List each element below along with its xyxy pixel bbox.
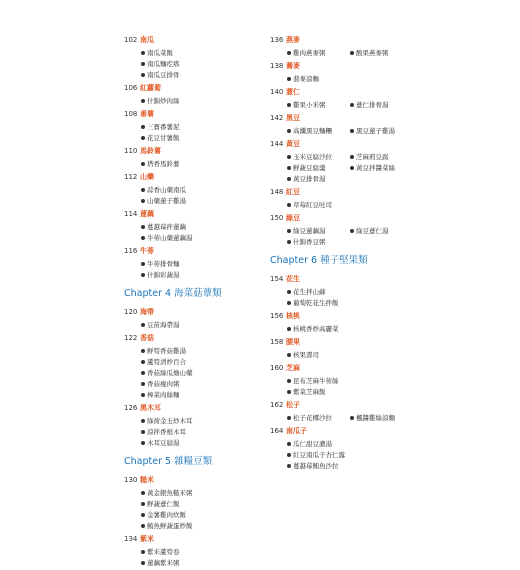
recipe-label: 蔓越莓鮪魚沙拉 (293, 462, 339, 470)
recipe-item (141, 319, 204, 330)
recipe-item (350, 125, 413, 136)
recipe-label: 涼拌香根木耳 (147, 428, 186, 436)
page-number: 134 (124, 534, 138, 543)
page-number: 126 (124, 403, 138, 412)
recipe-list (270, 47, 420, 58)
page-number: 110 (124, 146, 138, 155)
recipe-list (270, 151, 420, 184)
bullet-icon (287, 203, 291, 207)
bullet-icon (287, 301, 291, 305)
recipe-item (350, 225, 413, 236)
toc-entry (124, 34, 264, 45)
recipe-label: 雞果小米粥 (293, 101, 326, 109)
recipe-item (350, 162, 413, 173)
category-title: 黑豆 (286, 113, 300, 122)
recipe-label: 南瓜豆排骨 (147, 71, 180, 79)
recipe-label: 蒜香山藥南瓜 (147, 186, 186, 194)
toc-entry (270, 112, 420, 123)
page-number: 150 (270, 213, 284, 222)
bullet-icon (287, 129, 291, 133)
recipe-item (287, 162, 350, 173)
bullet-icon (287, 229, 291, 233)
recipe-item (141, 47, 204, 58)
recipe-item (350, 151, 413, 162)
recipe-label: 葡萄乾花生拌飯 (293, 299, 339, 307)
recipe-list (124, 95, 264, 106)
bullet-icon (287, 464, 291, 468)
recipe-list (124, 319, 264, 330)
bullet-icon (141, 62, 145, 66)
recipe-label: 鮪魚鮮蔬蛋炒飯 (147, 522, 193, 530)
category-title: 核桃 (286, 311, 300, 320)
toc-entry (270, 212, 420, 223)
recipe-label: 黃金銀魚糙米粥 (147, 489, 193, 497)
recipe-label: 鮮蔬薏仁飯 (147, 500, 180, 508)
page-number: 144 (270, 139, 284, 148)
recipe-item (141, 356, 204, 367)
toc-entry (270, 425, 420, 436)
recipe-label: 黃豆排骨湯 (293, 175, 326, 183)
bullet-icon (287, 77, 291, 81)
bullet-icon (141, 371, 145, 375)
recipe-item (287, 125, 350, 136)
recipe-label: 什錦香豆粥 (293, 238, 326, 246)
right-groups-a (270, 34, 420, 247)
toc-entry (270, 336, 420, 347)
recipe-label: 南瓜麵疙瘩 (147, 60, 180, 68)
category-title: 蕎麥 (286, 61, 300, 70)
recipe-label: 什錦彩蔬湯 (147, 271, 180, 279)
right-groups-b (270, 273, 420, 471)
bullet-icon (141, 73, 145, 77)
bullet-icon (141, 162, 145, 166)
left-groups-a (124, 34, 264, 280)
chapter-5-heading: Chapter 5 雜糧豆類 (124, 456, 213, 467)
toc-entry (270, 60, 420, 71)
page-number: 114 (124, 209, 138, 218)
bullet-icon (287, 51, 291, 55)
recipe-item (287, 225, 350, 236)
bullet-icon (287, 166, 291, 170)
toc-entry (124, 171, 264, 182)
bullet-icon (141, 51, 145, 55)
recipe-label: 什錦炒肉絲 (147, 97, 180, 105)
page-number: 112 (124, 172, 138, 181)
recipe-item (287, 412, 350, 423)
bullet-icon (141, 513, 145, 517)
page-number: 102 (124, 35, 138, 44)
recipe-item (141, 389, 204, 400)
bullet-icon (141, 273, 145, 277)
recipe-list (124, 258, 264, 280)
recipe-list (124, 121, 264, 143)
bullet-icon (141, 349, 145, 353)
toc-entry (124, 402, 264, 413)
bullet-icon (141, 393, 145, 397)
page-number: 140 (270, 87, 284, 96)
category-title: 南瓜 (140, 35, 154, 44)
recipe-item (141, 132, 204, 143)
toc-entry (124, 82, 264, 93)
category-title: 燕麥 (286, 35, 300, 44)
bullet-icon (287, 390, 291, 394)
recipe-label: 綠荷金玉炒木耳 (147, 417, 193, 425)
recipe-label: 松子花椰沙拉 (293, 414, 332, 422)
recipe-label: 蘆筍清炒百合 (147, 358, 186, 366)
bullet-icon (141, 236, 145, 240)
bullet-icon (141, 441, 145, 445)
left-groups-b (124, 306, 264, 448)
bullet-icon (141, 502, 145, 506)
recipe-item (350, 47, 413, 58)
recipe-label: 木耳豆腐湯 (147, 439, 180, 447)
recipe-list (124, 158, 264, 169)
recipe-item (141, 345, 204, 356)
recipe-label: 牛蒡排骨麵 (147, 260, 180, 268)
page-number: 158 (270, 337, 284, 346)
recipe-item (287, 449, 361, 460)
recipe-label: 花豆甘薯飯 (147, 134, 180, 142)
category-title: 牛蒡 (140, 246, 154, 255)
recipe-item (141, 195, 204, 206)
bullet-icon (141, 199, 145, 203)
bullet-icon (350, 155, 354, 159)
recipe-list (270, 349, 420, 360)
category-title: 香菇 (140, 333, 154, 342)
recipe-item (287, 151, 350, 162)
toc-entry (270, 362, 420, 373)
category-title: 綠豆 (286, 213, 300, 222)
recipe-list (124, 184, 264, 206)
page-number: 160 (270, 363, 284, 372)
recipe-label: 香菇瘦肉粥 (147, 380, 180, 388)
recipe-item (141, 557, 204, 568)
recipe-item (287, 99, 350, 110)
recipe-label: 高纖黑豆麵糰 (293, 127, 332, 135)
recipe-label: 紅豆南瓜子杏仁露 (293, 451, 345, 459)
recipe-item (141, 487, 215, 498)
recipe-item (141, 415, 215, 426)
recipe-label: 芝麻煎豆腐 (356, 153, 389, 161)
recipe-list (124, 345, 264, 400)
bullet-icon (287, 453, 291, 457)
page-number: 162 (270, 400, 284, 409)
recipe-item (141, 58, 204, 69)
bullet-icon (141, 382, 145, 386)
toc-entry (270, 186, 420, 197)
toc-entry (124, 245, 264, 256)
toc-entry (270, 273, 420, 284)
left-groups-c (124, 474, 264, 568)
toc-entry (270, 138, 420, 149)
recipe-label: 蓮藕紫米粥 (147, 559, 180, 567)
recipe-label: 花生拌山蘇 (293, 288, 326, 296)
bullet-icon (287, 290, 291, 294)
category-title: 芝麻 (286, 363, 300, 372)
recipe-label: 鮮筍香菇雞湯 (147, 347, 186, 355)
recipe-item (287, 236, 350, 247)
recipe-label: 昆布芝麻牛蒡絲 (293, 377, 339, 385)
recipe-list (270, 375, 420, 397)
category-title: 糙米 (140, 475, 154, 484)
toc-entry (124, 474, 264, 485)
page-number: 116 (124, 246, 138, 255)
category-title: 南瓜子 (286, 426, 307, 435)
recipe-item (287, 460, 361, 471)
recipe-label: 金薯雞肉炊飯 (147, 511, 186, 519)
page-number: 108 (124, 109, 138, 118)
bullet-icon (141, 524, 145, 528)
recipe-label: 綠豆薏仁湯 (356, 227, 389, 235)
recipe-list (270, 225, 420, 247)
recipe-item (287, 73, 350, 84)
bullet-icon (350, 103, 354, 107)
toc-entry (124, 208, 264, 219)
recipe-item (141, 69, 204, 80)
recipe-item (287, 173, 350, 184)
category-title: 紫米 (140, 534, 154, 543)
page-number: 122 (124, 333, 138, 342)
recipe-label: 山藥蓮子雞湯 (147, 197, 186, 205)
bullet-icon (287, 353, 291, 357)
recipe-list (270, 438, 420, 471)
recipe-item (287, 286, 350, 297)
recipe-label: 南瓜菜飯 (147, 49, 173, 57)
bullet-icon (141, 99, 145, 103)
recipe-list (270, 125, 420, 136)
category-title: 黃豆 (286, 139, 300, 148)
category-title: 馬鈴薯 (140, 146, 161, 155)
bullet-icon (141, 360, 145, 364)
recipe-item (141, 184, 204, 195)
bullet-icon (141, 323, 145, 327)
bullet-icon (350, 166, 354, 170)
recipe-label: 三寶番薯泥 (147, 123, 180, 131)
bullet-icon (141, 188, 145, 192)
bullet-icon (141, 419, 145, 423)
page-number: 142 (270, 113, 284, 122)
category-title: 紅豆 (286, 187, 300, 196)
recipe-item (287, 386, 350, 397)
recipe-item (141, 158, 204, 169)
recipe-label: 鮮蔬豆腐羹 (293, 164, 326, 172)
bullet-icon (350, 51, 354, 55)
recipe-list (270, 286, 420, 308)
page-number: 148 (270, 187, 284, 196)
recipe-item (141, 121, 204, 132)
recipe-item (141, 232, 215, 243)
recipe-label: 酸果燕麥粥 (356, 49, 389, 57)
recipe-label: 黃豆拌醬菜絲 (356, 164, 395, 172)
toc-entry (124, 108, 264, 119)
recipe-item (141, 520, 215, 531)
recipe-label: 塔香馬鈴薯 (147, 160, 180, 168)
recipe-list (124, 415, 264, 448)
page-number: 106 (124, 83, 138, 92)
recipe-item (141, 221, 204, 232)
recipe-label: 香菇絲瓜燴山藥 (147, 369, 193, 377)
bullet-icon (141, 561, 145, 565)
bullet-icon (141, 262, 145, 266)
recipe-label: 楓醬雞絲涼麵 (356, 414, 395, 422)
bullet-icon (287, 379, 291, 383)
toc-entry (124, 332, 264, 343)
recipe-list (124, 487, 264, 531)
recipe-label: 核果壽司 (293, 351, 319, 359)
page-number: 138 (270, 61, 284, 70)
category-title: 海帶 (140, 307, 154, 316)
recipe-list (124, 221, 264, 243)
left-column (124, 34, 264, 570)
recipe-label: 紫菜芝麻飯 (293, 388, 326, 396)
recipe-list (270, 199, 420, 210)
recipe-item (141, 367, 215, 378)
page-number: 154 (270, 274, 284, 283)
recipe-list (270, 99, 420, 110)
toc-entry (124, 145, 264, 156)
bullet-icon (287, 103, 291, 107)
page-number: 156 (270, 311, 284, 320)
bullet-icon (141, 136, 145, 140)
category-title: 番薯 (140, 109, 154, 118)
recipe-list (124, 546, 264, 568)
chapter-4-heading: Chapter 4 海菜菇蕈類 (124, 288, 222, 299)
category-title: 黑木耳 (140, 403, 161, 412)
category-title: 薏仁 (286, 87, 300, 96)
recipe-item (287, 323, 361, 334)
recipe-list (270, 412, 420, 423)
recipe-item (141, 378, 204, 389)
toc-entry (270, 86, 420, 97)
recipe-item (287, 297, 361, 308)
recipe-item (287, 375, 361, 386)
bullet-icon (287, 416, 291, 420)
toc-entry (270, 310, 420, 321)
recipe-item (141, 258, 204, 269)
bullet-icon (287, 177, 291, 181)
bullet-icon (287, 240, 291, 244)
recipe-label: 紫米蘆筍卷 (147, 548, 180, 556)
recipe-item (141, 95, 204, 106)
recipe-label: 雞肉燕麥粥 (293, 49, 326, 57)
page-number: 130 (124, 475, 138, 484)
bullet-icon (141, 125, 145, 129)
toc-entry (124, 306, 264, 317)
recipe-item (141, 269, 204, 280)
bullet-icon (141, 491, 145, 495)
page-number: 164 (270, 426, 284, 435)
recipe-label: 棒菜肉絲麵 (147, 391, 180, 399)
recipe-label: 蕎麥涼麵 (293, 75, 319, 83)
recipe-item (287, 438, 350, 449)
page-number: 136 (270, 35, 284, 44)
bullet-icon (350, 229, 354, 233)
bullet-icon (350, 129, 354, 133)
recipe-label: 蔓越莓拌蓮藕 (147, 223, 186, 231)
recipe-item (287, 47, 350, 58)
bullet-icon (287, 442, 291, 446)
category-title: 腰果 (286, 337, 300, 346)
recipe-item (141, 546, 204, 557)
category-title: 紅蘿蔔 (140, 83, 161, 92)
recipe-item (287, 349, 350, 360)
recipe-label: 薏仁排骨湯 (356, 101, 389, 109)
recipe-item (350, 412, 413, 423)
recipe-list (270, 73, 420, 84)
bullet-icon (141, 225, 145, 229)
bullet-icon (287, 327, 291, 331)
category-title: 山藥 (140, 172, 154, 181)
recipe-list (124, 47, 264, 80)
recipe-label: 綠豆蓮藕湯 (293, 227, 326, 235)
bullet-icon (287, 155, 291, 159)
recipe-label: 黑豆蓮子雞湯 (356, 127, 395, 135)
recipe-item (141, 426, 204, 437)
recipe-item (141, 509, 204, 520)
recipe-label: 玉米豆腐沙拉 (293, 153, 332, 161)
toc-entry (124, 533, 264, 544)
recipe-list (270, 323, 420, 334)
recipe-item (287, 199, 350, 210)
chapter-6-heading: Chapter 6 種子堅果類 (270, 255, 368, 266)
recipe-item (141, 437, 204, 448)
recipe-item (350, 99, 413, 110)
category-title: 蓮藕 (140, 209, 154, 218)
recipe-label: 瓜仁甜豆濃湯 (293, 440, 332, 448)
toc-entry (270, 34, 420, 45)
bullet-icon (141, 430, 145, 434)
right-column (270, 34, 420, 473)
recipe-label: 核桃香炒高麗菜 (293, 325, 339, 333)
recipe-label: 豆苗海帶湯 (147, 321, 180, 329)
recipe-label: 牛蒡山藥蓮藕湯 (147, 234, 193, 242)
category-title: 花生 (286, 274, 300, 283)
toc-entry (270, 399, 420, 410)
recipe-label: 草莓紅豆吐司 (293, 201, 332, 209)
bullet-icon (141, 550, 145, 554)
bullet-icon (350, 416, 354, 420)
category-title: 松子 (286, 400, 300, 409)
page-number: 120 (124, 307, 138, 316)
